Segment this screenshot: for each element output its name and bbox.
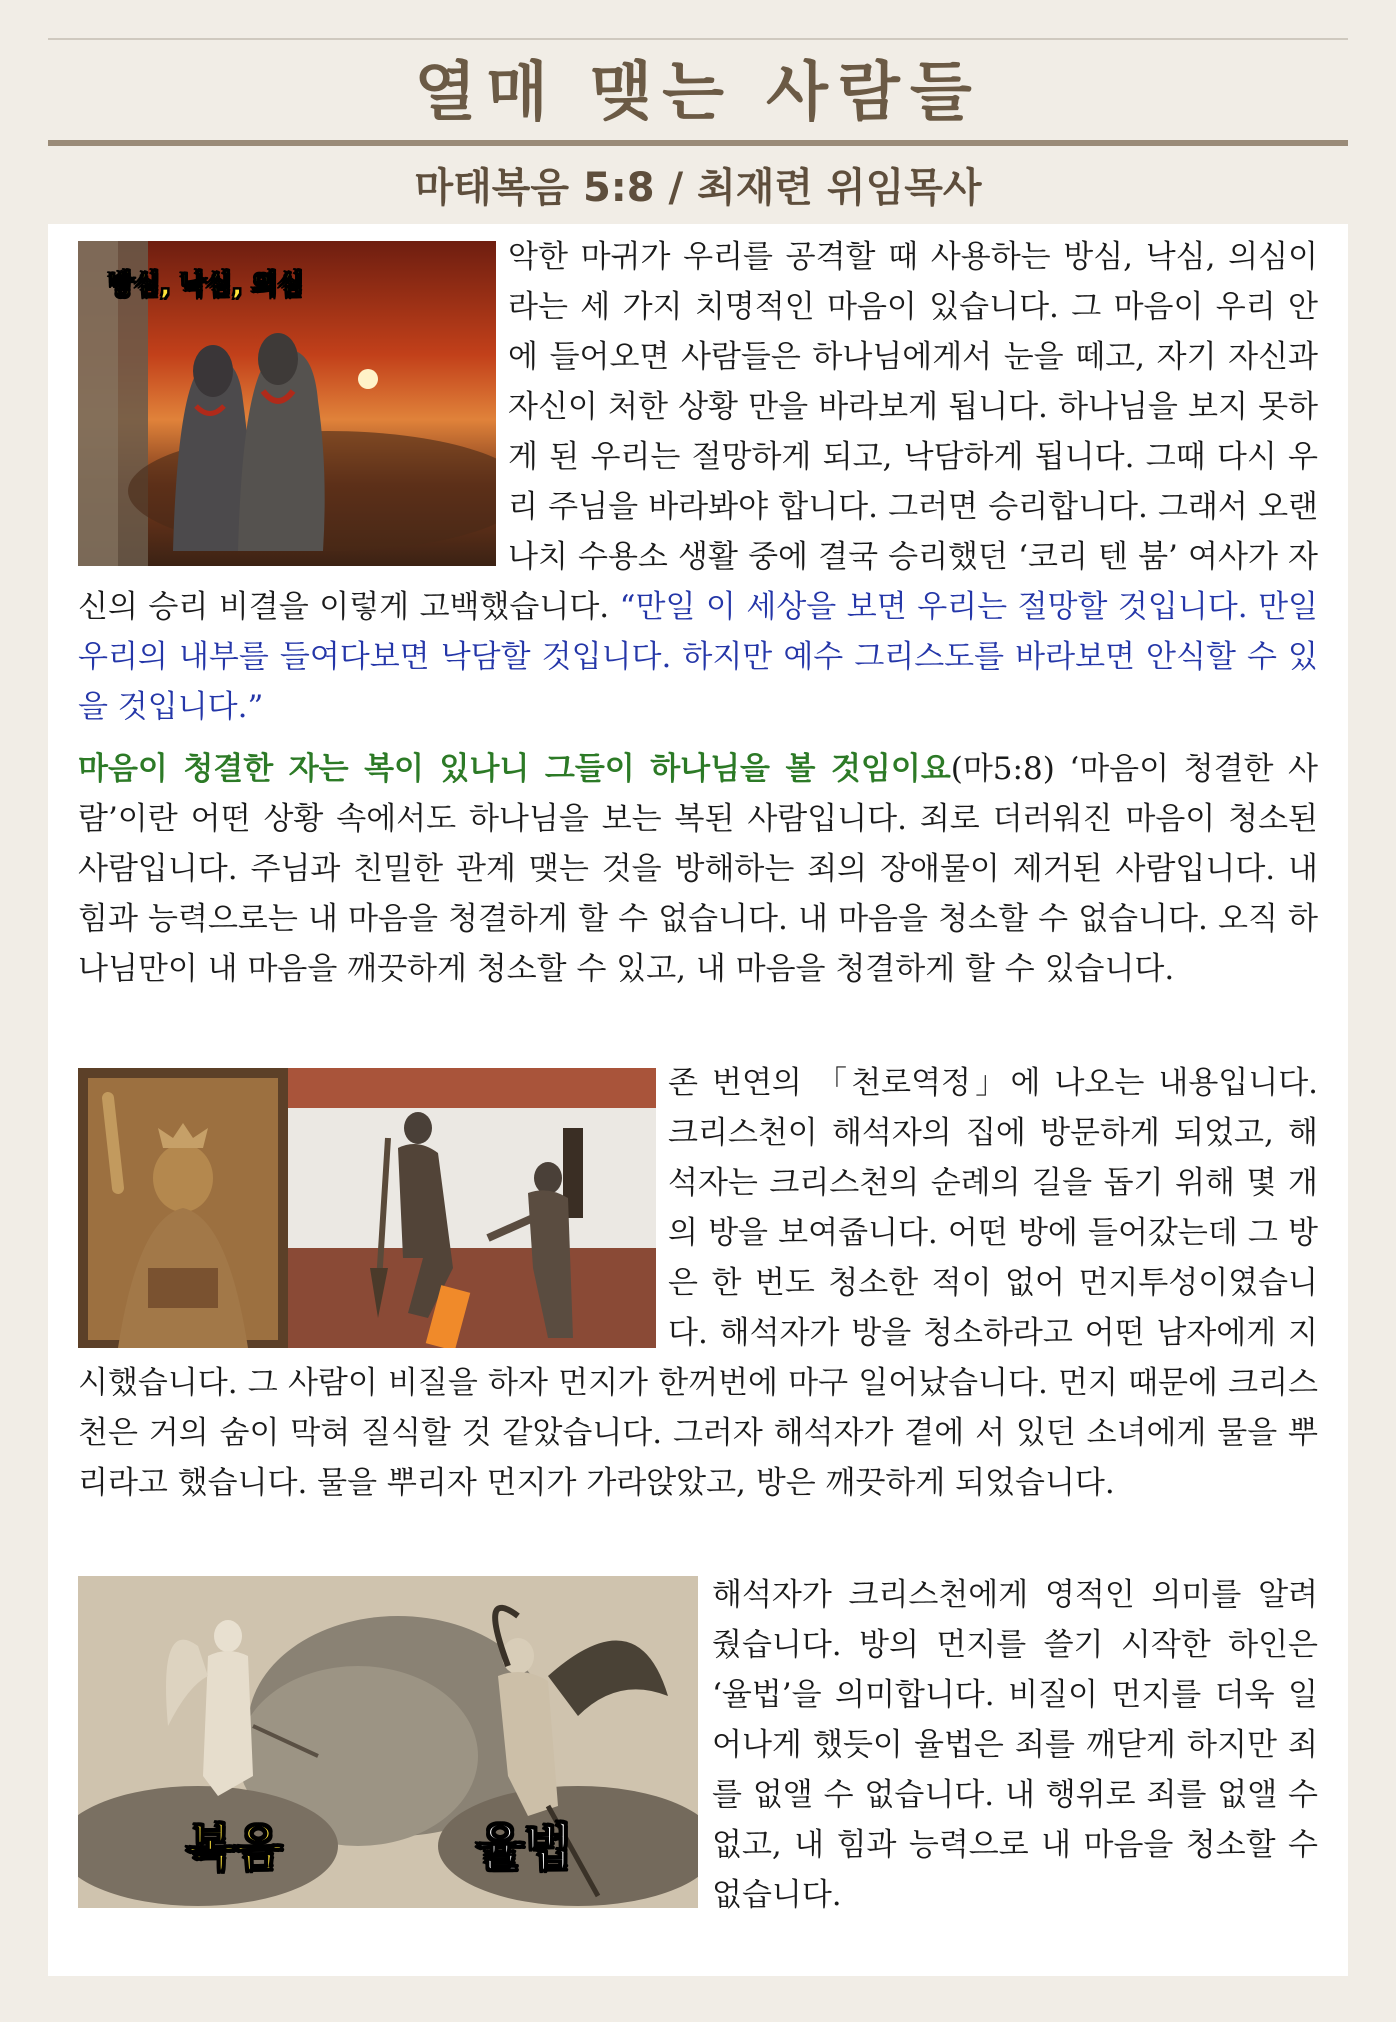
paragraph-2-text: (마5:8) ‘마음이 청결한 사람’이란 어떤 상황 속에서도 하나님을 보는 복된 사람입니다. 죄로 더러워진 마음이 청소된 사람입니다. 주님과 친밀한 관계 맺는 것을 방해하는 죄의 장애물이 제거된 사람입니다. 내 힘과 능력으로는 내 마음을 청결하게 할 수 없습니다. 내 마음을 청소할 수 없습니다. 오직 하나님만이 내 마음을 깨끗하게 청소할 수 있고, 내 마음을 청결하게 할 수 있습니다. xyxy=(78,751,1318,987)
paragraph-1 xyxy=(78,232,1318,732)
engraving-image xyxy=(78,1576,698,1908)
paragraph-3 xyxy=(78,1058,1318,1508)
painting-caption: 방심, 낙심, 의심 xyxy=(108,270,304,301)
bible-verse: 마음이 청결한 자는 복이 있나니 그들이 하나님을 볼 것임이요 xyxy=(78,751,951,787)
paragraph-4 xyxy=(712,1570,1318,1920)
paragraph-1-text: 악한 마귀가 우리를 공격할 때 사용하는 방심, 낙심, 의심이라는 세 가지 치명적인 마음이 있습니다. 그 마음이 우리 안에 들어오면 사람들은 하나님에게서 눈을 떼고, 자기 자신과 자신이 처한 상황 만을 바라보게 됩니다. 하나님을 보지 못하게 된 우리는 절망하게 되고, 낙담하게 됩니다. 그때 다시 우리 주님을 바라봐야 합니다. 그러면 승리합니다. 그래서 오랜 나치 수용소 생활 중에 결국 승리했던 ‘코리 텐 붐’ 여사가 자신의 승리 비결을 이렇게 고백했습니다. xyxy=(78,239,1318,625)
paragraph-3-text: 존 번연의 「천로역정」에 나오는 내용입니다. 크리스천이 해석자의 집에 방문하게 되었고, 해석자는 크리스천의 순례의 길을 돕기 위해 몇 개의 방을 보여줍니다. 어떤 방에 들어갔는데 그 방은 한 번도 청소한 적이 없어 먼지투성이였습니다. 해석자가 방을 청소하라고 어떤 남자에게 지시했습니다. 그 사람이 비질을 하자 먼지가 한꺼번에 마구 일어났습니다. 먼지 때문에 크리스천은 거의 숨이 막혀 질식할 것 같았습니다. 그러자 해석자가 곁에 서 있던 소녀에게 물을 뿌리라고 했습니다. 물을 뿌리자 먼지가 가라앉았고, 방은 깨끗하게 되었습니다. xyxy=(78,1065,1318,1501)
float-spacer xyxy=(78,1058,668,1348)
caption-gospel: 복음 xyxy=(186,1819,283,1877)
corrie-ten-boom-quote: “만일 이 세상을 보면 우리는 절망할 것입니다. 만일 우리의 내부를 들여다보면 낙담할 것입니다. 하지만 예수 그리스도를 바라보면 안식할 수 있을 것입니다.” xyxy=(78,589,1318,725)
float-spacer xyxy=(78,232,508,572)
paragraph-2 xyxy=(78,744,1318,994)
paragraph-4-text: 해석자가 크리스천에게 영적인 의미를 알려 줬습니다. 방의 먼지를 쓸기 시작한 하인은 ‘율법’을 의미합니다. 비질이 먼지를 더욱 일어나게 했듯이 율법은 죄를 깨닫게 하지만 죄를 없앨 수 없습니다. 내 행위로 죄를 없앨 수 없고, 내 힘과 능력으로 내 마음을 청소할 수 없습니다. xyxy=(712,1577,1318,1913)
top-divider xyxy=(48,38,1348,40)
page-title: 열매 맺는 사람들 xyxy=(414,56,982,130)
page-subtitle: 마태복음 5:8 / 최재련 위임목사 xyxy=(414,165,982,211)
caption-law: 율법 xyxy=(476,1819,573,1877)
title-divider xyxy=(48,140,1348,146)
